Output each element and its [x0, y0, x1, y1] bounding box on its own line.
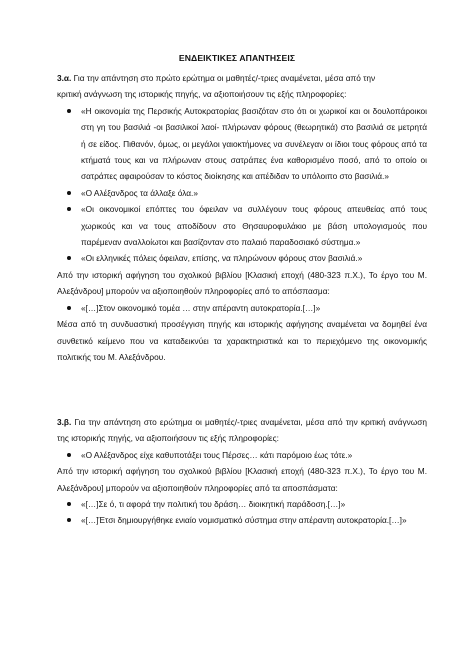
section-3a	[57, 70, 427, 365]
list-item-text: «Ο Αλέξανδρος είχε καθυποτάξει τους Πέρσες… κάτι παρόμοιο έως τότε.»	[81, 449, 353, 460]
section-3a-label: 3.α.	[57, 73, 72, 83]
section-3b-bullets	[57, 447, 427, 463]
list-item-text: «Οι οικονομικοί επόπτες του όφειλαν να συλλέγουν τους φόρους απευθείας από τους χωρικούς και να τους αποδίδουν στο Θησαυροφυλάκιο με βάση υπολογισμούς που παρέμεναν αναλλοίωτοι και βασίζονταν στο παλαιό παραδοσιακό σύστημα.»	[81, 204, 427, 248]
list-item-text: «Ο Αλέξανδρος τα άλλαξε όλα.»	[81, 187, 198, 198]
section-3b-source-text: Από την ιστορική αφήγηση του σχολικού βιβλίου [Κλασική εποχή (480-323 π.Χ.), Το έργο του Μ. Αλεξάνδρου] μπορούν να αξιοποιηθούν πληροφορίες από τα αποσπάσματα:	[57, 466, 427, 493]
bullet-icon	[67, 502, 71, 506]
section-3b-label: 3.β.	[57, 417, 72, 427]
list-item	[57, 185, 427, 201]
section-3a-source-text: Από την ιστορική αφήγηση του σχολικού βιβλίου [Κλασική εποχή (480-323 π.Χ.), Το έργο του Μ. Αλεξάνδρου] μπορούν να αξιοποιηθούν πληροφορίες από το απόσπασμα:	[57, 269, 427, 297]
bullet-icon	[67, 453, 71, 457]
section-3a-intro-line1: Για την απάντηση στο πρώτο ερώτημα οι μαθητές/-τριες αναμένεται, μέσα από την	[71, 73, 376, 83]
list-item	[57, 512, 427, 528]
bullet-icon	[67, 109, 71, 113]
list-item	[57, 201, 427, 250]
list-item-text: «[…]Έτσι δημιουργήθηκε ενιαίο νομισματικό σύστημα στην απέραντη αυτοκρατορία.[…]»	[81, 515, 407, 526]
bullet-icon	[67, 191, 71, 195]
section-3a-bullets	[57, 103, 427, 267]
section-3a-intro-line2: κριτική ανάγνωση της ιστορικής πηγής, να αξιοποιήσουν τις εξής πληροφορίες:	[57, 89, 347, 100]
bullet-icon	[67, 207, 71, 211]
list-item-text: «[…]Στον οικονομικό τομέα … στην απέραντη αυτοκρατορία.[…]»	[81, 302, 321, 313]
section-3b-intro	[57, 414, 427, 447]
section-3b	[57, 414, 427, 529]
list-item	[57, 447, 427, 463]
section-3a-conclusion: Μέσα από τη συνδυαστική προσέγγιση πηγής και ιστορικής αφήγησης αναμένεται να δομηθεί ένα συνθετικό κείμενο που να καταδεικνύει τα χαρακτηριστικά και το περιεχόμενο της οικονομικής πολιτικής του Μ. Αλεξάνδρου.	[57, 319, 427, 362]
section-3a-source-bullets	[57, 300, 427, 316]
bullet-icon	[67, 306, 71, 310]
page-title: ΕΝΔΕΙΚΤΙΚΕΣ ΑΠΑΝΤΗΣΕΙΣ	[178, 53, 296, 63]
list-item-text: «[…]Σε ό, τι αφορά την πολιτική του δράση… διοικητική παράδοση.[…]»	[81, 499, 346, 510]
list-item-text: «Οι ελληνικές πόλεις όφειλαν, επίσης, να πληρώνουν φόρους στον βασιλιά.»	[81, 253, 363, 264]
section-3b-intro-text: Για την απάντηση στο ερώτημα οι μαθητές/-τριες αναμένεται, μέσα από την κριτική ανάγνωση της ιστορικής πηγής, να αξιοποιήσουν τις εξής πληροφορίες:	[57, 417, 427, 444]
section-3b-source-bullets	[57, 496, 427, 529]
list-item	[57, 496, 427, 512]
list-item	[57, 250, 427, 266]
bullet-icon	[67, 518, 71, 522]
bullet-icon	[67, 256, 71, 260]
list-item	[57, 300, 427, 316]
section-3a-intro	[57, 70, 427, 86]
list-item-text: «Η οικονομία της Περσικής Αυτοκρατορίας βασιζόταν στο ότι οι χωρικοί και οι δουλοπάροικοι στη γη του βασιλιά -οι βασιλικοί λαοί- πλήρωναν φόρους (θεωρητικά) στο βασιλιά σε μετρητά ή σε είδος. Πιθανόν, όμως, οι μεγάλοι γαιοκτήμονες να συνέλεγαν οι ίδιοι τους φόρους από τα κτήματά τους και να πλήρωναν στους σατράπες ένα καθορισμένο ποσό, από το οποίο οι σατράπες αφαιρούσαν το κόστος διοίκησης και απέδιδαν το υπόλοιπο στο βασιλιά.»	[81, 105, 427, 182]
list-item	[57, 103, 427, 185]
